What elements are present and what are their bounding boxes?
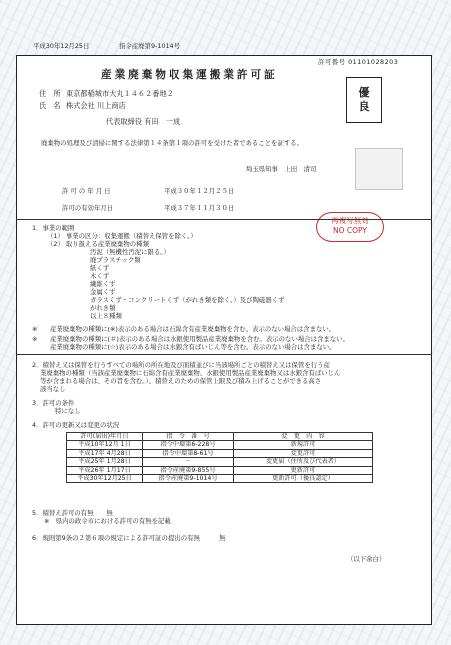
excellent-stamp — [346, 77, 382, 123]
table-cell: 平成26年 1月17日 — [67, 466, 143, 474]
waste-item: がれき類 — [90, 304, 116, 312]
divider — [16, 354, 432, 355]
excellent-stamp-char-1: 優 — [358, 86, 370, 100]
certificate-title: 産業廃棄物収集運搬業許可証 — [101, 69, 278, 81]
section1-item1: （1） 事業の区分：収集運搬（積替え保管を除く。） — [47, 232, 197, 240]
no-copy-stamp — [316, 212, 384, 242]
waste-item: 繊維くず — [90, 280, 116, 288]
column-header: 指 令 番 号 — [143, 433, 234, 441]
section2-line4: 該当なし — [40, 385, 66, 393]
table-cell: 指令中環第6-228号 — [143, 441, 234, 449]
note-mark: ※ — [32, 325, 38, 333]
section2-line2: 業廃棄物の種類（当該産業廃棄物に石綿含有産業廃棄物、水銀使用製品産業廃棄物又は水銀含有ばいじん — [40, 369, 341, 377]
waste-item: 金属くず — [90, 288, 116, 296]
mercury-products-note: 産業廃棄物の種類に(＃)表示のある場合は水銀使用製品産業廃棄物を含む。表示のない場合は含まない。 — [50, 335, 349, 343]
table-row — [67, 458, 373, 466]
waste-item: 紙くず — [90, 264, 110, 272]
waste-item: 汚泥（無機性汚泥に限る。） — [90, 248, 170, 256]
table-row — [67, 441, 373, 449]
table-cell: 平成17年 4月28日 — [67, 449, 143, 457]
table-row — [67, 466, 373, 474]
section3-heading: 3．許可の条件 — [32, 399, 75, 407]
table-row — [67, 475, 373, 483]
section2-line1: 2．積替え又は保管を行うすべての場所の所在地及び面積並びに当該場所ごとの積替え又は保管を行う産 — [32, 361, 330, 369]
valid-date-label: 許可の有効年月日 — [62, 204, 114, 212]
table-cell: 平成25年 1月28日 — [67, 458, 143, 466]
table-cell: 指令中環第8-61号 — [143, 449, 234, 457]
section1-heading: 1．事業の範囲 — [32, 224, 75, 232]
permit-number: 許可番号 01101028203 — [318, 58, 399, 66]
certification-statement: 廃棄物の処理及び清掃に関する法律第１４条第１項の許可を受けた者であることを証する。 — [41, 139, 304, 147]
note-mark: ※ — [32, 335, 38, 343]
column-header: 変 更 内 容 — [234, 433, 373, 441]
table-row — [67, 449, 373, 457]
section6-text: 6．規則第9条の２第６項の規定による許可証の提出の有無 無 — [32, 534, 226, 542]
end-mark: （以下余白） — [347, 555, 386, 563]
excellent-stamp-char-2: 良 — [358, 100, 370, 113]
section5-heading: 5．積替え許可の有無 無 — [32, 509, 113, 517]
divider — [16, 219, 432, 220]
permit-date: 平成３０年１２月２５日 — [164, 187, 235, 195]
waste-item: 以上８種類 — [90, 312, 122, 320]
history-table — [66, 432, 373, 483]
section4-heading: 4．許可の更新又は変更の状況 — [32, 421, 120, 429]
no-copy-stamp-jp: 再複写無効 — [331, 216, 369, 225]
table-cell: 更新許可 — [234, 466, 373, 474]
table-cell: － — [143, 458, 234, 466]
valid-date: 平成３７年１１月３０日 — [164, 204, 235, 212]
table-cell: 新規許可 — [234, 441, 373, 449]
address-value: 東京都稲城市大丸１４６２番地２ — [66, 89, 174, 98]
table-cell: 変更届（住所及び代表者） — [234, 458, 373, 466]
table-header-row — [67, 433, 373, 441]
table-cell: 更新許可（優良認定） — [234, 475, 373, 483]
permit-date-label: 許 可 の 年 月 日 — [62, 187, 111, 195]
no-copy-stamp-en: NO COPY — [333, 226, 367, 236]
table-cell: 指令産廃第9-1014号 — [143, 475, 234, 483]
column-header: 許可(届出)年月日 — [67, 433, 143, 441]
official-seal-image — [355, 148, 403, 190]
table-cell: 変更許可 — [234, 449, 373, 457]
header-ref: 指令産廃第9-1014号 — [119, 42, 180, 50]
section5-note: ※ 県内の政令市における許可の有無を記載 — [44, 517, 171, 525]
section1-item2: （2） 取り扱える産業廃棄物の種類 — [47, 240, 149, 248]
table-cell: 指令産廃第9-855号 — [143, 466, 234, 474]
address-label: 住 所 — [39, 89, 61, 98]
asbestos-note: 産業廃棄物の種類に(※)表示のある場合は石綿含有産業廃棄物を含む。表示のない場合は含まない。 — [50, 325, 336, 333]
table-cell: 平成10年12月 1日 — [67, 441, 143, 449]
company-name: 株式会社 川上商店 — [66, 101, 126, 110]
header-date: 平成30年12月25日 — [33, 42, 90, 50]
representative-name: 代表取締役 有田 一成 — [106, 117, 181, 126]
waste-item: ガラスくず・コンクリートくず（がれき類を除く。）及び陶磁器くず — [90, 296, 285, 304]
section3-body: 特になし — [55, 407, 81, 415]
mercury-dust-note: 産業廃棄物の種類に(☆)表示のある場合は水銀含有ばいじん等を含む。表示のない場合は含まない。 — [50, 343, 336, 351]
waste-item: 木くず — [90, 272, 110, 280]
name-label: 氏 名 — [39, 101, 61, 110]
table-cell: 平成30年12月25日 — [67, 475, 143, 483]
issuer: 埼玉県知事 上田 清司 — [246, 165, 317, 173]
waste-item: 廃プラスチック類 — [90, 256, 141, 264]
section2-line3: 等が含まれる場合は、その旨を含む。）、積替えのための保管上限及び積み上げることができる高さ — [40, 377, 322, 385]
